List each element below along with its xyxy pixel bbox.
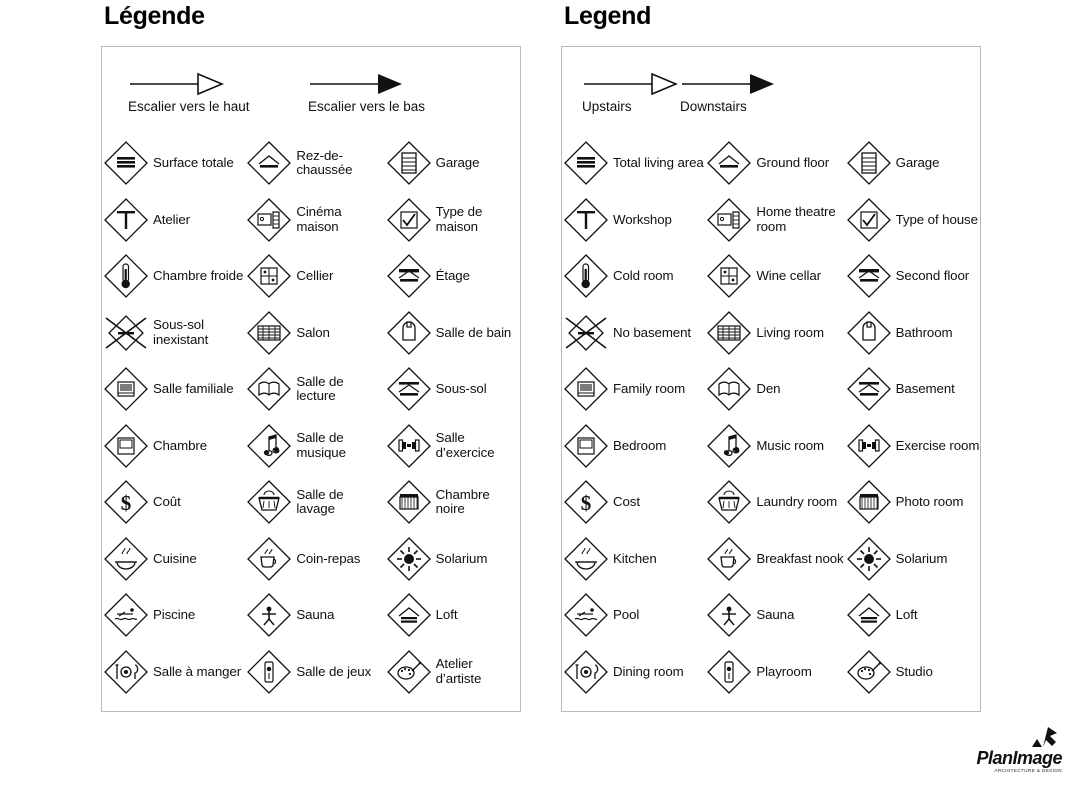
legend-entry (562, 361, 705, 418)
legend-entry-label: Coin-repas (296, 550, 361, 566)
legend-entry-label: Cold room (613, 268, 674, 283)
legend-entry-label: Cost (613, 494, 640, 509)
exercise-room-icon (845, 422, 893, 470)
legend-panel-english (561, 46, 981, 712)
legend-row (102, 248, 520, 305)
kitchen-icon (562, 535, 610, 583)
legend-entry (245, 248, 384, 305)
music-room-icon (705, 422, 753, 470)
legend-entry-label: Salle de jeux (296, 663, 372, 679)
legend-entry-label: Surface totale (153, 155, 234, 170)
legend-entry (102, 305, 245, 362)
legend-entry (705, 644, 844, 701)
legend-entry (245, 361, 384, 418)
legend-arrow-label: Downstairs (680, 99, 747, 114)
legend-entry-label: Piscine (153, 607, 196, 622)
legend-entry (562, 531, 705, 588)
legend-entry (102, 418, 245, 475)
wine-cellar-icon (705, 252, 753, 300)
legend-row (562, 474, 980, 531)
legend-entry (705, 135, 844, 192)
legend-entry (102, 248, 245, 305)
wine-cellar-icon (245, 252, 293, 300)
legend-entry (562, 305, 705, 362)
legend-entry-label: Family room (613, 381, 686, 396)
family-room-icon (102, 365, 150, 413)
legend-row (102, 531, 520, 588)
workshop-icon (562, 196, 610, 244)
legend-entry-label: Wine cellar (756, 268, 821, 283)
legend-entry (385, 644, 520, 701)
pool-icon (102, 591, 150, 639)
stairs-arrow-row (102, 71, 520, 141)
svg-text:$: $ (120, 491, 132, 516)
legend-entry (562, 587, 705, 644)
legend-arrow-label: Upstairs (582, 99, 632, 114)
legend-row (562, 644, 980, 701)
legend-arrow-label: Escalier vers le haut (128, 99, 250, 114)
legend-entry (845, 644, 980, 701)
legend-row (102, 135, 520, 192)
legend-entry-label: Atelier (153, 211, 190, 227)
music-room-icon (245, 422, 293, 470)
legend-entry-label: Chambre froide (153, 268, 244, 283)
pool-icon (562, 591, 610, 639)
legend-entry (245, 192, 384, 249)
svg-text:$: $ (580, 491, 592, 516)
sauna-icon (245, 591, 293, 639)
total-living-area-icon (102, 139, 150, 187)
loft-icon (385, 591, 433, 639)
legend-arrow-entry (128, 71, 250, 114)
legend-entry-label: Type de maison (435, 204, 483, 234)
legend-entry (562, 474, 705, 531)
legend-entry (562, 418, 705, 475)
legend-entry-label: Photo room (895, 494, 964, 509)
den-icon (245, 365, 293, 413)
cost-icon (562, 478, 610, 526)
legend-entry (562, 248, 705, 305)
laundry-room-icon (705, 478, 753, 526)
cold-room-icon (102, 252, 150, 300)
legend-entry-label: Sauna (296, 607, 335, 622)
legend-entry-label: Cinéma maison (296, 204, 342, 234)
legend-entry-label: Rez-de-chaussée (296, 147, 353, 178)
no-basement-icon (102, 309, 150, 357)
ground-floor-icon (705, 139, 753, 187)
dining-room-icon (102, 648, 150, 696)
legend-row (562, 587, 980, 644)
legend-entry-label: Salle familiale (153, 381, 234, 396)
legend-entry (245, 135, 384, 192)
legend-entry (102, 135, 245, 192)
legend-entry (245, 644, 384, 701)
legend-entry (385, 135, 520, 192)
legend-row (562, 361, 980, 418)
legend-arrow-entry (582, 71, 678, 114)
arrow-filled-right-icon (680, 71, 776, 97)
bathroom-icon (845, 309, 893, 357)
legend-entry-label: Salle à manger (153, 663, 242, 679)
legend-entry-label: Garage (895, 155, 940, 170)
legend-entry (845, 531, 980, 588)
living-room-icon (245, 309, 293, 357)
legend-entry (102, 587, 245, 644)
legend-entry-label: Type of house (895, 211, 978, 227)
legend-entry-label: Coût (153, 494, 181, 509)
legend-row (102, 644, 520, 701)
legend-entry-label: Sauna (756, 607, 795, 622)
basement-icon (845, 365, 893, 413)
legend-panel-french (101, 46, 521, 712)
type-of-house-icon (385, 196, 433, 244)
legend-entry (705, 418, 844, 475)
legend-entry-label: Living room (756, 324, 824, 340)
loft-icon (845, 591, 893, 639)
bathroom-icon (385, 309, 433, 357)
solarium-icon (385, 535, 433, 583)
legend-row (102, 305, 520, 362)
legend-entry (845, 418, 980, 475)
solarium-icon (845, 535, 893, 583)
legend-entry (705, 531, 844, 588)
legend-entry-label: Kitchen (613, 550, 657, 566)
legend-entry (845, 248, 980, 305)
cold-room-icon (562, 252, 610, 300)
legend-entry (245, 587, 384, 644)
photo-room-icon (845, 478, 893, 526)
legend-entry-label: Salon (296, 324, 330, 340)
legend-entry-label: Sous-sol (435, 381, 487, 396)
legend-entry-label: Loft (895, 607, 918, 622)
arrow-outline-right-icon (128, 71, 250, 97)
legend-entry (245, 474, 384, 531)
legend-entry-label: Ground floor (756, 155, 830, 170)
legend-icon-grid (562, 135, 980, 700)
legend-entry-label: Breakfast nook (756, 550, 844, 566)
playroom-icon (245, 648, 293, 696)
legend-row (102, 474, 520, 531)
legend-entry (705, 587, 844, 644)
legend-entry (562, 192, 705, 249)
legend-entry (562, 644, 705, 701)
stairs-arrow-row (562, 71, 980, 141)
legend-entry (385, 474, 520, 531)
legend-entry-label: Étage (435, 268, 470, 283)
legend-entry (845, 135, 980, 192)
type-of-house-icon (845, 196, 893, 244)
legend-entry-label: Playroom (756, 663, 812, 679)
legend-entry-label: Solarium (435, 550, 488, 566)
home-theatre-icon (245, 196, 293, 244)
garage-icon (845, 139, 893, 187)
legend-icon-grid (102, 135, 520, 700)
legend-entry (245, 531, 384, 588)
legend-entry-label: Bedroom (613, 437, 667, 453)
bedroom-icon (102, 422, 150, 470)
legend-entry (705, 474, 844, 531)
legend-entry (705, 361, 844, 418)
legend-entry (385, 248, 520, 305)
legend-entry-label: Pool (613, 607, 640, 622)
legend-row (102, 361, 520, 418)
legend-entry-label: Salle de lavage (296, 486, 344, 517)
legend-entry-label: Salle de bain (435, 324, 512, 340)
legend-entry (562, 135, 705, 192)
legend-entry-label: Exercise room (895, 437, 980, 453)
laundry-room-icon (245, 478, 293, 526)
legend-row (562, 418, 980, 475)
legend-arrow-entry (308, 71, 425, 114)
home-theatre-icon (705, 196, 753, 244)
legend-entry-label: Atelier d’artiste (435, 656, 482, 686)
arrow-filled-right-icon (308, 71, 425, 97)
legend-entry-label: Sous-sol inexistant (153, 317, 209, 347)
page-title-french: Légende (104, 2, 205, 30)
legend-entry-label: Studio (895, 663, 933, 679)
ground-floor-icon (245, 139, 293, 187)
legend-entry (102, 192, 245, 249)
legend-entry (705, 305, 844, 362)
kitchen-icon (102, 535, 150, 583)
legend-entry (845, 305, 980, 362)
legend-entry-label: Workshop (613, 211, 672, 227)
legend-row (102, 418, 520, 475)
legend-entry-label: Music room (756, 437, 825, 453)
second-floor-icon (845, 252, 893, 300)
photo-room-icon (385, 478, 433, 526)
legend-row (562, 531, 980, 588)
legend-row (102, 192, 520, 249)
legend-entry (385, 418, 520, 475)
sauna-icon (705, 591, 753, 639)
legend-entry (245, 418, 384, 475)
legend-row (562, 192, 980, 249)
studio-icon (385, 648, 433, 696)
legend-entry (245, 305, 384, 362)
legend-arrow-entry (680, 71, 776, 114)
planimage-logo (950, 749, 1062, 773)
legend-entry-label: Salle d’exercice (435, 430, 495, 460)
legend-entry (385, 305, 520, 362)
planimage-mark-icon (1026, 727, 1060, 756)
legend-row (562, 135, 980, 192)
legend-entry-label: Home theatre room (756, 204, 836, 234)
legend-entry (705, 248, 844, 305)
page-title-english: Legend (564, 2, 652, 30)
breakfast-nook-icon (705, 535, 753, 583)
breakfast-nook-icon (245, 535, 293, 583)
legend-entry (845, 474, 980, 531)
legend-entry-label: Second floor (895, 268, 970, 283)
exercise-room-icon (385, 422, 433, 470)
legend-entry-label: Solarium (895, 550, 948, 566)
legend-entry-label: Dining room (613, 663, 684, 679)
legend-entry-label: Cuisine (153, 550, 197, 566)
legend-entry (385, 361, 520, 418)
legend-entry-label: Basement (895, 381, 955, 396)
legend-entry-label: Loft (435, 607, 458, 622)
legend-entry (385, 531, 520, 588)
legend-entry-label: Total living area (613, 155, 704, 170)
playroom-icon (705, 648, 753, 696)
legend-entry (845, 587, 980, 644)
legend-entry-label: Laundry room (756, 494, 838, 509)
legend-entry-label: Bathroom (895, 324, 953, 340)
wordmark-image: Image (1012, 748, 1062, 768)
legend-entry-label: Salle de musique (296, 430, 346, 460)
legend-entry-label: Chambre (153, 437, 207, 453)
legend-entry (385, 192, 520, 249)
no-basement-icon (562, 309, 610, 357)
legend-entry (102, 474, 245, 531)
legend-entry (385, 587, 520, 644)
legend-entry-label: Cellier (296, 268, 334, 283)
legend-entry-label: No basement (613, 324, 691, 340)
legend-entry (102, 361, 245, 418)
studio-icon (845, 648, 893, 696)
legend-entry (705, 192, 844, 249)
living-room-icon (705, 309, 753, 357)
planimage-tagline: ARCHITECTURE & DESIGN (994, 768, 1062, 773)
legend-entry (845, 192, 980, 249)
legend-row (102, 587, 520, 644)
wordmark-plan: Plan (976, 748, 1013, 768)
legend-row (562, 248, 980, 305)
legend-entry (102, 644, 245, 701)
bedroom-icon (562, 422, 610, 470)
den-icon (705, 365, 753, 413)
legend-entry-label: Chambre noire (435, 486, 490, 517)
second-floor-icon (385, 252, 433, 300)
legend-entry (845, 361, 980, 418)
workshop-icon (102, 196, 150, 244)
total-living-area-icon (562, 139, 610, 187)
arrow-outline-right-icon (582, 71, 678, 97)
legend-entry-label: Garage (435, 155, 480, 170)
legend-entry-label: Den (756, 381, 781, 396)
dining-room-icon (562, 648, 610, 696)
garage-icon (385, 139, 433, 187)
legend-arrow-label: Escalier vers le bas (308, 99, 426, 114)
basement-icon (385, 365, 433, 413)
legend-row (562, 305, 980, 362)
legend-entry (102, 531, 245, 588)
legend-entry-label: Salle de lecture (296, 373, 344, 404)
family-room-icon (562, 365, 610, 413)
cost-icon (102, 478, 150, 526)
